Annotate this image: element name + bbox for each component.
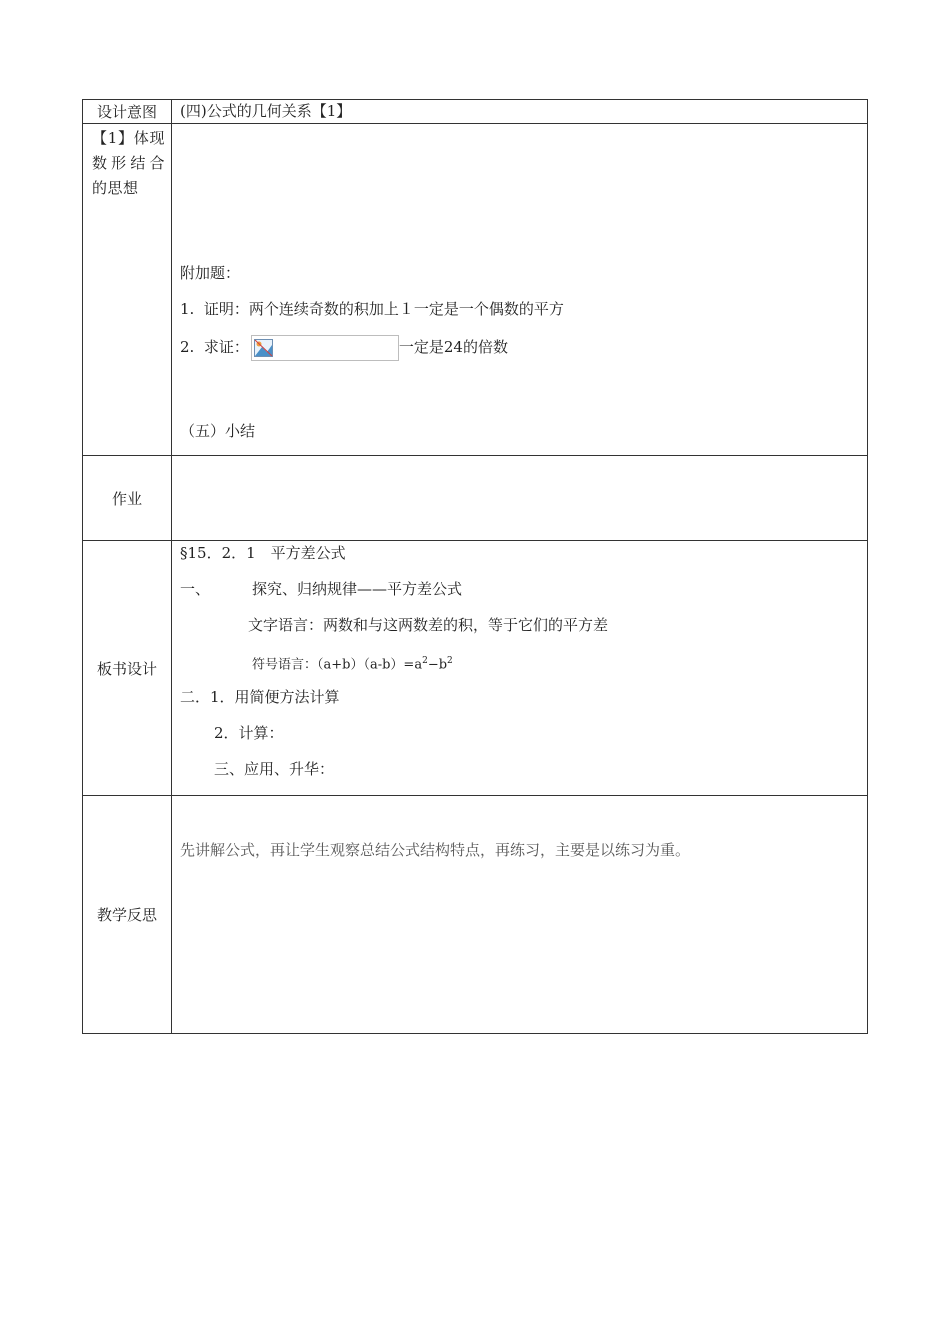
homework-label: 作业 <box>111 489 142 508</box>
board-row <box>83 541 868 796</box>
board-item-one-text: 探究、归纳规律——平方差公式 <box>252 580 463 598</box>
board-item-one <box>180 577 462 601</box>
board-item-two-two: 2．计算： <box>214 724 284 742</box>
design-header-cell <box>172 100 868 124</box>
extra-item-2-suffix: 一定是24的倍数 <box>398 338 508 356</box>
reflection-row <box>83 796 868 1034</box>
design-header-row <box>83 100 868 124</box>
design-content-cell <box>172 124 868 456</box>
design-header: (四)公式的几何关系【1】 <box>180 102 352 120</box>
design-label-cell <box>83 100 172 124</box>
extra-item-2 <box>180 335 508 361</box>
reflection-label: 教学反思 <box>96 906 157 924</box>
board-item-two-one: 二．1．用简便方法计算 <box>180 688 340 706</box>
extra-item-2-num: 2. <box>180 338 195 356</box>
homework-label-cell <box>83 456 172 541</box>
board-item-three: 三、应用、升华： <box>214 760 335 778</box>
extra-item-1 <box>180 297 564 321</box>
board-symbol-language <box>252 649 453 677</box>
design-label: 设计意图 <box>96 103 157 121</box>
extra-title: 附加题： <box>180 264 241 282</box>
board-symbol-minus-b: −b <box>427 657 448 673</box>
reflection-content-cell <box>172 796 868 1034</box>
board-section-title: §15．2．1 平方差公式 <box>180 544 346 562</box>
reflection-text: 先讲解公式，再让学生观察总结公式结构特点，再练习，主要是以练习为重。 <box>180 841 691 859</box>
homework-row <box>83 456 868 541</box>
board-content-cell <box>172 541 868 796</box>
board-symbol-square-a: 2 <box>422 656 428 666</box>
extra-item-1-num: 1. <box>180 300 195 318</box>
extra-item-2-prefix: 求证： <box>203 338 249 356</box>
reflection-label-cell <box>83 796 172 1034</box>
homework-content-cell <box>172 456 868 541</box>
design-sublabel-cell <box>83 124 172 456</box>
board-symbol-square-b: 2 <box>447 656 453 666</box>
board-symbol-prefix: 符号语言：（a+b）（a-b）=a <box>252 657 423 673</box>
design-sublabel: 【1】体现数形结合的思想 <box>92 129 165 197</box>
board-label-cell <box>83 541 172 796</box>
design-content-row <box>83 124 868 456</box>
board-label: 板书设计 <box>96 659 157 678</box>
extra-item-1-text: 证明：两个连续奇数的积加上１一定是一个偶数的平方 <box>203 300 564 318</box>
board-text-language: 文字语言：两数和与这两数差的积，等于它们的平方差 <box>248 616 609 634</box>
lesson-plan-table <box>82 99 868 1034</box>
formula-image-placeholder <box>251 335 399 361</box>
board-item-one-num: 一、 <box>180 580 211 598</box>
summary-heading: （五）小结 <box>180 422 256 440</box>
broken-image-icon <box>254 339 273 357</box>
